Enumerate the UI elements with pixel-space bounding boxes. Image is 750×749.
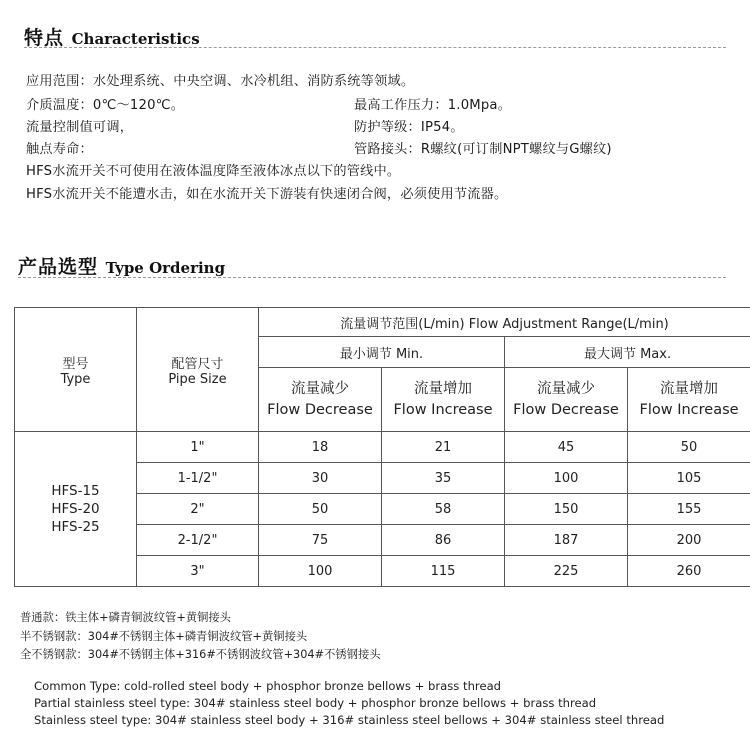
min-decrease-cell: 18 xyxy=(259,432,382,463)
min-decrease-cell: 30 xyxy=(259,463,382,494)
characteristics-title xyxy=(24,23,200,50)
max-flow-decrease-header: 流量减少 Flow Decrease xyxy=(505,368,628,432)
pipe-size-cell: 3" xyxy=(137,556,259,587)
type-ordering-title-cn: 产品选型 xyxy=(18,256,99,278)
max-increase-cell: 200 xyxy=(628,525,750,556)
type-ordering-title-en: Type Ordering xyxy=(105,259,226,277)
medium-temperature: 介质温度：0℃～120℃。 xyxy=(26,98,185,113)
max-increase-cell: 260 xyxy=(628,556,750,587)
max-increase-cell: 105 xyxy=(628,463,750,494)
model-list-cell xyxy=(15,432,137,587)
warning-freezing: HFS水流开关不可使用在液体温度降至液体冰点以下的管线中。 xyxy=(26,164,401,179)
note-partial-stainless-en: Partial stainless steel type: 304# stainless steel body + phosphor bronze bellows + brass thread xyxy=(34,696,597,710)
flow-control-adjustable: 流量控制值可调， xyxy=(26,120,134,135)
contact-life: 触点寿命： xyxy=(26,142,93,157)
note-common-en: Common Type: cold-rolled steel body + phosphor bronze bellows + brass thread xyxy=(34,679,502,693)
max-decrease-cell: 150 xyxy=(505,494,628,525)
table-row xyxy=(15,432,750,463)
pipe-size-header: 配管尺寸 Pipe Size xyxy=(137,308,259,432)
model-name: HFS-25 xyxy=(51,519,100,535)
min-increase-cell: 115 xyxy=(382,556,505,587)
characteristics-title-cn: 特点 xyxy=(24,27,65,49)
max-working-pressure: 最高工作压力：1.0Mpa。 xyxy=(354,98,512,113)
min-decrease-cell: 50 xyxy=(259,494,382,525)
max-decrease-cell: 187 xyxy=(505,525,628,556)
max-flow-increase-header: 流量增加 Flow Increase xyxy=(628,368,750,432)
table-header-row xyxy=(15,308,750,337)
min-flow-increase-header: 流量增加 Flow Increase xyxy=(382,368,505,432)
pipe-size-cell: 1-1/2" xyxy=(137,463,259,494)
max-decrease-cell: 225 xyxy=(505,556,628,587)
model-name: HFS-15 xyxy=(51,483,100,499)
min-increase-cell: 21 xyxy=(382,432,505,463)
min-adjust-header: 最小调节 Min. xyxy=(259,337,505,368)
min-increase-cell: 35 xyxy=(382,463,505,494)
max-increase-cell: 155 xyxy=(628,494,750,525)
characteristics-title-en: Characteristics xyxy=(71,30,200,48)
section-divider xyxy=(18,277,726,278)
note-partial-stainless-cn: 半不锈钢款：304#不锈钢主体+磷青铜波纹管+黄铜接头 xyxy=(20,630,308,643)
max-decrease-cell: 100 xyxy=(505,463,628,494)
note-stainless-en: Stainless steel type: 304# stainless steel body + 316# stainless steel bellows + 304# stainless steel thread xyxy=(34,713,665,727)
pipe-connection: 管路接头：R螺纹(可订制NPT螺纹与G螺纹) xyxy=(354,142,612,157)
min-decrease-cell: 100 xyxy=(259,556,382,587)
model-header: 型号 Type xyxy=(15,308,137,432)
max-decrease-cell: 45 xyxy=(505,432,628,463)
min-flow-decrease-header: 流量减少 Flow Decrease xyxy=(259,368,382,432)
model-name: HFS-20 xyxy=(51,501,100,517)
warning-water-hammer: HFS水流开关不能遭水击，如在水流开关下游装有快速闭合阀，必须使用节流器。 xyxy=(26,187,508,202)
type-ordering-table xyxy=(14,307,750,587)
note-common-cn: 普通款：铁主体+磷青铜波纹管+黄铜接头 xyxy=(20,611,231,624)
flow-range-header: 流量调节范围(L/min) Flow Adjustment Range(L/min) xyxy=(259,308,750,337)
pipe-size-cell: 2-1/2" xyxy=(137,525,259,556)
section-divider xyxy=(24,47,726,48)
max-increase-cell: 50 xyxy=(628,432,750,463)
application-range: 应用范围：水处理系统、中央空调、水冷机组、消防系统等领域。 xyxy=(26,74,415,89)
pipe-size-cell: 1" xyxy=(137,432,259,463)
min-increase-cell: 86 xyxy=(382,525,505,556)
note-stainless-cn: 全不锈钢款：304#不锈钢主体+316#不锈钢波纹管+304#不锈钢接头 xyxy=(20,648,381,661)
min-decrease-cell: 75 xyxy=(259,525,382,556)
protection-grade: 防护等级：IP54。 xyxy=(354,120,464,135)
max-adjust-header: 最大调节 Max. xyxy=(505,337,750,368)
pipe-size-cell: 2" xyxy=(137,494,259,525)
type-ordering-title xyxy=(18,252,225,279)
min-increase-cell: 58 xyxy=(382,494,505,525)
